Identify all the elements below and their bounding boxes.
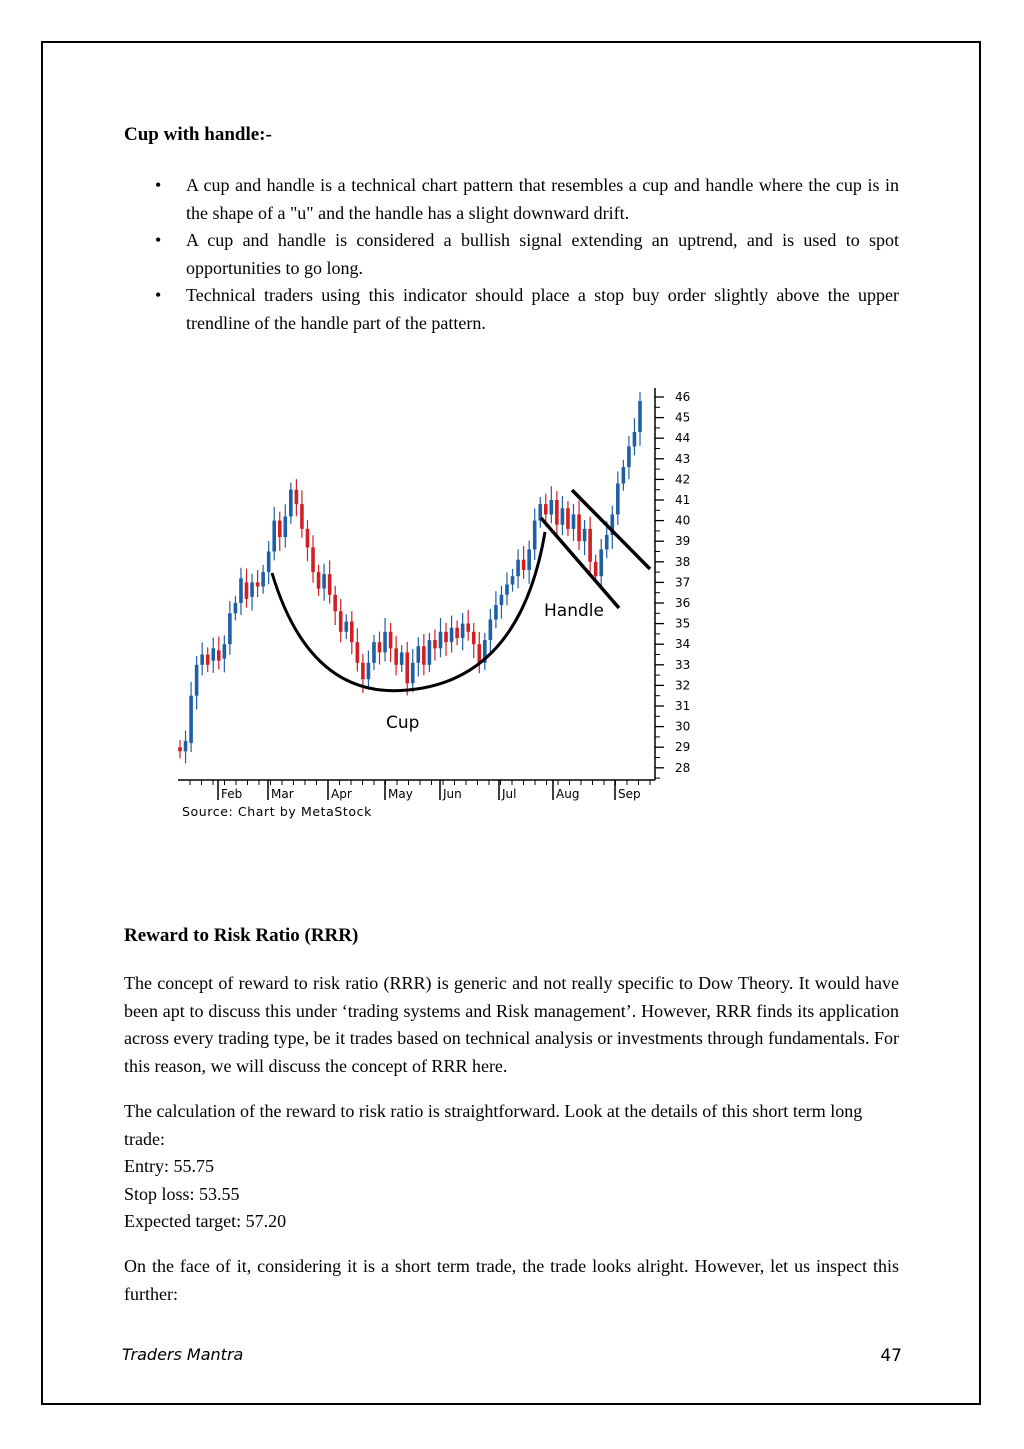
expected-target-line: Expected target: 57.20	[124, 1211, 287, 1231]
y-tick-label: 41	[675, 493, 691, 507]
candle-body	[261, 572, 265, 586]
y-tick-label: 44	[675, 431, 691, 446]
y-tick-label: 36	[675, 596, 691, 610]
cup-handle-bullet-list	[124, 172, 899, 337]
candle-body	[223, 644, 227, 658]
candle-body	[211, 648, 215, 660]
candle-body	[372, 642, 376, 663]
candle-body	[622, 467, 626, 483]
candle-body	[616, 484, 620, 515]
candle-body	[234, 603, 238, 613]
chart-source-label: Source: Chart by MetaStock	[182, 804, 372, 819]
candle-body	[533, 521, 537, 550]
chart-svg	[160, 380, 700, 830]
candle-body	[289, 490, 293, 517]
candle-body	[317, 572, 321, 588]
candle-body	[422, 646, 426, 665]
candle-body	[627, 446, 631, 467]
candle-body	[356, 642, 360, 663]
y-tick-label: 40	[675, 513, 691, 528]
rrr-paragraph-3: On the face of it, considering it is a short term trade, the trade looks alright. However, let us inspect this further:	[124, 1256, 899, 1304]
candle-body	[450, 628, 454, 642]
candle-body	[472, 632, 476, 644]
candle-body	[378, 642, 382, 652]
candle-body	[638, 401, 642, 432]
rrr-paragraph-2	[124, 1098, 899, 1236]
candle-body	[206, 655, 210, 665]
candle-body	[566, 508, 570, 529]
rrr-intro-line: The calculation of the reward to risk ratio is straightforward. Look at the details of this short term long trade:	[124, 1101, 863, 1149]
candle-body	[411, 663, 415, 684]
bullet-item	[124, 172, 899, 227]
candle-body	[572, 514, 576, 528]
candle-body	[267, 552, 271, 573]
bullet-dot-icon: •	[155, 175, 162, 195]
candle-body	[555, 500, 559, 525]
candle-body	[367, 663, 371, 679]
candle-body	[477, 644, 481, 663]
candle-body	[189, 696, 193, 743]
candle-body	[516, 560, 520, 576]
y-tick-label: 38	[675, 554, 691, 569]
y-tick-label: 39	[675, 534, 691, 549]
candle-body	[466, 624, 470, 632]
y-tick-label: 42	[675, 472, 691, 487]
candle-body	[527, 549, 531, 570]
bullet-text: Technical traders using this indicator should place a stop buy order slightly above the upper trendline of the handle part of the pattern.	[186, 285, 899, 333]
page-number: 47	[880, 1346, 902, 1366]
rrr-heading: Reward to Risk Ratio (RRR)	[124, 925, 359, 946]
entry-line: Entry: 55.75	[124, 1156, 214, 1176]
candle-body	[394, 648, 398, 664]
candle-body	[195, 665, 199, 696]
x-tick-label: May	[388, 787, 413, 801]
y-tick-label: 45	[675, 410, 691, 425]
candle-body	[428, 640, 432, 665]
candle-body	[228, 613, 232, 644]
x-tick-label: Aug	[556, 787, 580, 801]
cup-handle-chart	[160, 380, 700, 830]
candle-body	[245, 582, 249, 598]
candle-body	[295, 490, 299, 504]
candle-body	[339, 611, 343, 632]
y-tick-label: 28	[675, 760, 691, 775]
candle-body	[389, 632, 393, 648]
candle-body	[505, 584, 509, 594]
x-tick-label: Feb	[221, 787, 243, 801]
candle-body	[383, 632, 387, 653]
candle-body	[561, 508, 565, 524]
y-tick-label: 33	[675, 657, 691, 672]
x-tick-label: Sep	[618, 787, 641, 801]
candle-body	[522, 560, 526, 570]
candle-body	[494, 605, 498, 619]
candle-body	[461, 624, 465, 638]
candle-body	[217, 650, 221, 660]
candle-body	[544, 504, 548, 514]
candle-body	[511, 576, 515, 584]
candle-body	[577, 514, 581, 541]
footer-brand: Traders Mantra	[122, 1345, 244, 1364]
candle-body	[588, 529, 592, 562]
candle-body	[599, 549, 603, 576]
handle-annotation: Handle	[544, 601, 604, 621]
bullet-text: A cup and handle is a technical chart pattern that resembles a cup and handle where the cup is in the shape of a "u" and the handle has a slight downward drift.	[186, 175, 899, 223]
candle-body	[200, 655, 204, 665]
candle-body	[278, 521, 282, 537]
y-tick-label: 31	[675, 699, 691, 713]
candle-body	[500, 595, 504, 605]
candle-body	[455, 628, 459, 638]
y-tick-label: 29	[675, 740, 691, 755]
cup-with-handle-heading: Cup with handle:-	[124, 124, 272, 145]
y-tick-label: 30	[675, 719, 691, 734]
y-tick-label: 37	[675, 575, 691, 590]
candle-body	[417, 646, 421, 662]
candle-body	[550, 500, 554, 514]
x-tick-label: Jun	[443, 787, 462, 801]
candle-body	[594, 562, 598, 576]
candle-body	[239, 578, 243, 603]
candle-body	[256, 582, 260, 586]
candle-body	[400, 652, 404, 664]
candle-body	[444, 632, 448, 642]
y-tick-label: 35	[675, 616, 691, 631]
bullet-item	[124, 282, 899, 337]
candle-body	[322, 574, 326, 588]
candle-body	[250, 582, 254, 596]
candle-body	[633, 432, 637, 446]
y-tick-label: 43	[675, 451, 691, 466]
y-tick-label: 46	[675, 390, 691, 404]
candle-body	[333, 595, 337, 611]
x-tick-label: Apr	[331, 787, 352, 801]
candle-body	[605, 535, 609, 549]
candle-body	[311, 547, 315, 572]
bullet-dot-icon: •	[155, 285, 162, 305]
bullet-item	[124, 227, 899, 282]
x-tick-label: Mar	[271, 787, 294, 801]
bullet-dot-icon: •	[155, 230, 162, 250]
candle-body	[433, 640, 437, 648]
candle-body	[306, 529, 310, 548]
candle-body	[350, 622, 354, 643]
candle-body	[184, 741, 188, 751]
stop-loss-line: Stop loss: 53.55	[124, 1183, 240, 1204]
candle-body	[272, 521, 276, 552]
candle-body	[300, 504, 304, 529]
candle-body	[439, 632, 443, 648]
rrr-paragraph-1: The concept of reward to risk ratio (RRR) is generic and not really specific to Dow Theory. It would have been apt to discuss this under ‘trading systems and Risk management’. However, RRR finds its application across every trading type, be it trades based on technical analysis or investments through fundamentals. For this reason, we will discuss the concept of RRR here.	[124, 973, 899, 1076]
candle-body	[405, 652, 409, 683]
candle-body	[489, 619, 493, 640]
y-tick-label: 32	[675, 678, 691, 693]
candle-body	[361, 663, 365, 679]
candle-body	[344, 622, 348, 632]
x-tick-label: Jul	[502, 787, 517, 801]
bullet-text: A cup and handle is considered a bullish signal extending an uptrend, and is used to spot opportunities to go long.	[186, 230, 899, 278]
candle-body	[328, 574, 332, 595]
candle-body	[284, 516, 288, 537]
candle-body	[178, 747, 182, 751]
cup-annotation: Cup	[386, 713, 420, 733]
candle-body	[583, 529, 587, 541]
y-tick-label: 34	[675, 637, 691, 652]
